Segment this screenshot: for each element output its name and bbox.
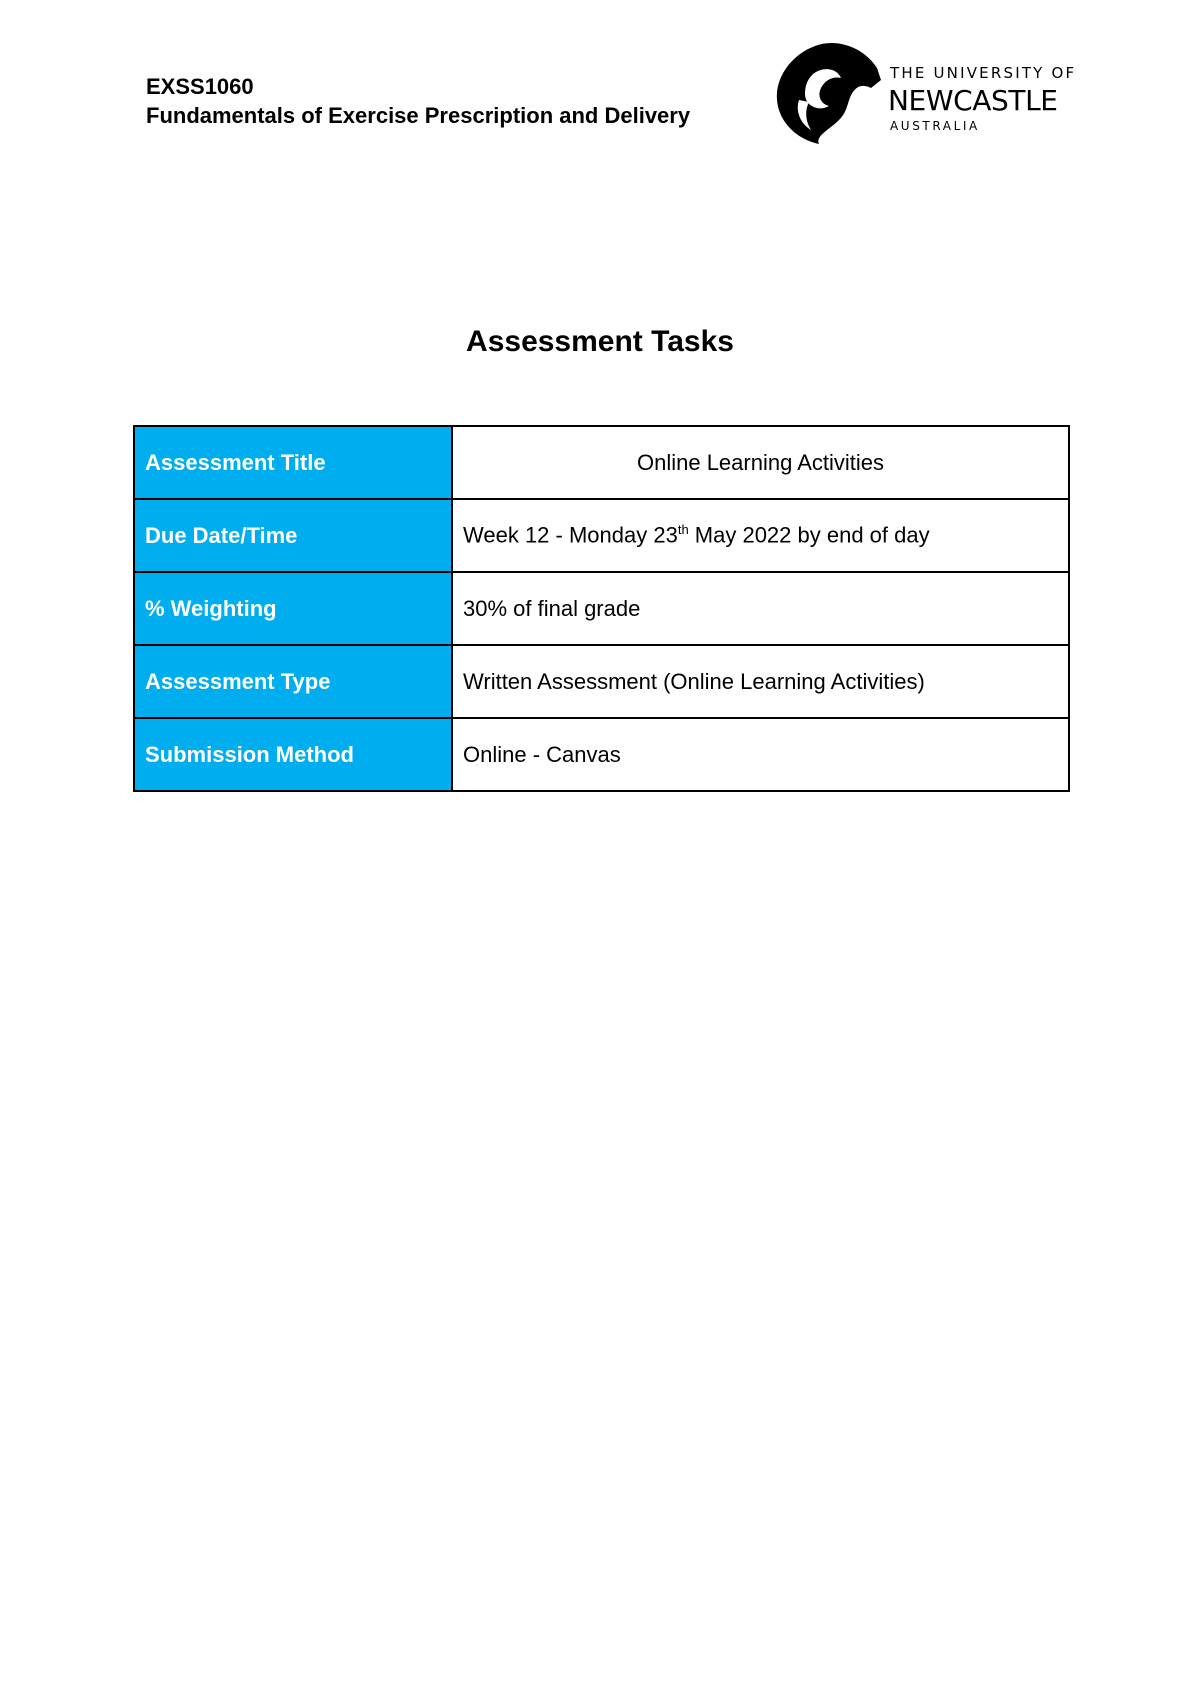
logo-australia: AUSTRALIA <box>890 119 980 133</box>
table-row <box>134 718 1069 791</box>
course-name: Fundamentals of Exercise Prescription and Delivery <box>146 103 691 128</box>
table-row <box>134 499 1069 572</box>
row-value <box>452 499 1069 572</box>
course-code: EXSS1060 <box>146 74 254 99</box>
row-label: Assessment Type <box>134 645 452 718</box>
horse-head-icon <box>775 40 885 145</box>
table-row <box>134 572 1069 645</box>
row-label: Assessment Title <box>134 426 452 499</box>
logo-university-of: THE UNIVERSITY OF <box>890 64 1077 82</box>
logo-newcastle: NEWCASTLE <box>888 84 1058 117</box>
row-label: Due Date/Time <box>134 499 452 572</box>
row-label: % Weighting <box>134 572 452 645</box>
table-row <box>134 645 1069 718</box>
date-ordinal-suffix: th <box>677 522 689 538</box>
due-date-text: Week 12 - Monday 23 <box>463 522 678 548</box>
document-header <box>146 72 690 130</box>
university-logo <box>775 40 1077 150</box>
assessment-table <box>133 425 1070 792</box>
table-row <box>134 426 1069 499</box>
row-value: 30% of final grade <box>452 572 1069 645</box>
row-value: Online Learning Activities <box>452 426 1069 499</box>
due-date-text-rest: May 2022 by end of day <box>688 522 930 548</box>
page-title: Assessment Tasks <box>466 325 734 358</box>
row-value: Online - Canvas <box>452 718 1069 791</box>
row-label: Submission Method <box>134 718 452 791</box>
row-value: Written Assessment (Online Learning Activities) <box>452 645 1069 718</box>
